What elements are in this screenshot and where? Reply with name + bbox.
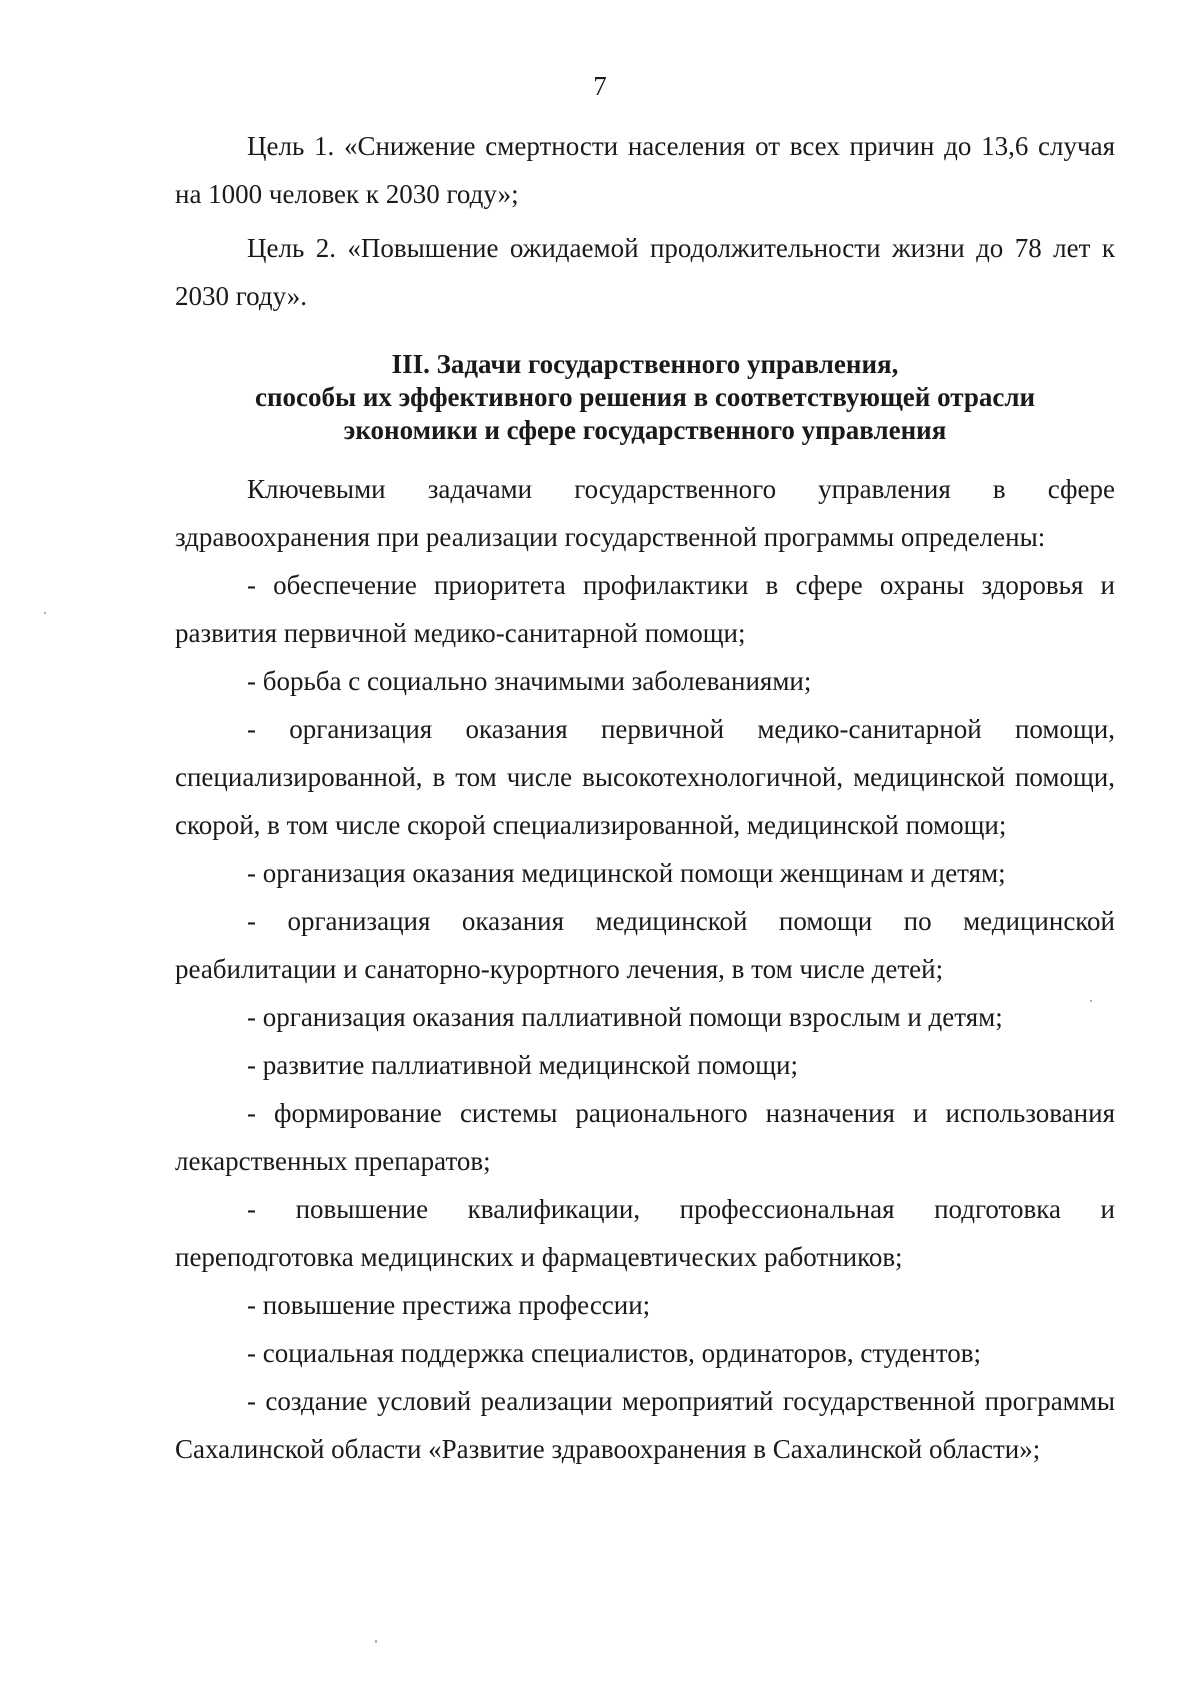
goal-2: Цель 2. «Повышение ожидаемой продолжительности жизни до 78 лет к 2030 году». [175, 233, 1115, 311]
task-item: - организация оказания медицинской помощи по медицинской реабилитации и санаторно-курортного лечения, в том числе детей; [175, 906, 1115, 984]
document-body [175, 122, 1115, 1473]
scan-speck [1090, 1000, 1092, 1002]
task-item: - создание условий реализации мероприятий государственной программы Сахалинской области «Развитие здравоохранения в Сахалинской области»; [175, 1386, 1115, 1464]
section-heading-line-2: способы их эффективного решения в соответствующей отрасли [254, 382, 1036, 412]
section-heading-line-3: экономики и сфере государственного управления [343, 415, 947, 445]
task-item: - организация оказания паллиативной помощи взрослым и детям; [247, 1002, 1003, 1032]
task-item: - борьба с социально значимыми заболеваниями; [247, 666, 812, 696]
task-item: - повышение квалификации, профессиональная подготовка и переподготовка медицинских и фармацевтических работников; [175, 1194, 1115, 1272]
scan-speck [375, 1640, 377, 1643]
section-heading [175, 348, 1115, 447]
task-item: - развитие паллиативной медицинской помощи; [247, 1050, 799, 1080]
intro-paragraph: Ключевыми задачами государственного управления в сфере здравоохранения при реализации государственной программы определены: [175, 474, 1115, 552]
goal-1: Цель 1. «Снижение смертности населения от всех причин до 13,6 случая на 1000 человек к 2030 году»; [175, 131, 1115, 209]
task-item: - обеспечение приоритета профилактики в сфере охраны здоровья и развития первичной медико-санитарной помощи; [175, 570, 1115, 648]
task-item: - организация оказания медицинской помощи женщинам и детям; [247, 858, 1006, 888]
scan-speck [44, 612, 46, 614]
task-item: - повышение престижа профессии; [247, 1290, 651, 1320]
task-item: - формирование системы рационального назначения и использования лекарственных препаратов; [175, 1098, 1115, 1176]
task-item: - организация оказания первичной медико-санитарной помощи, специализированной, в том числе высокотехнологичной, медицинской помощи, скорой, в том числе скорой специализированной, медицинской помощи; [175, 714, 1115, 840]
task-item: - социальная поддержка специалистов, ординаторов, студентов; [247, 1338, 981, 1368]
section-heading-line-1: III. Задачи государственного управления, [391, 349, 899, 379]
page-number: 7 [593, 71, 607, 101]
